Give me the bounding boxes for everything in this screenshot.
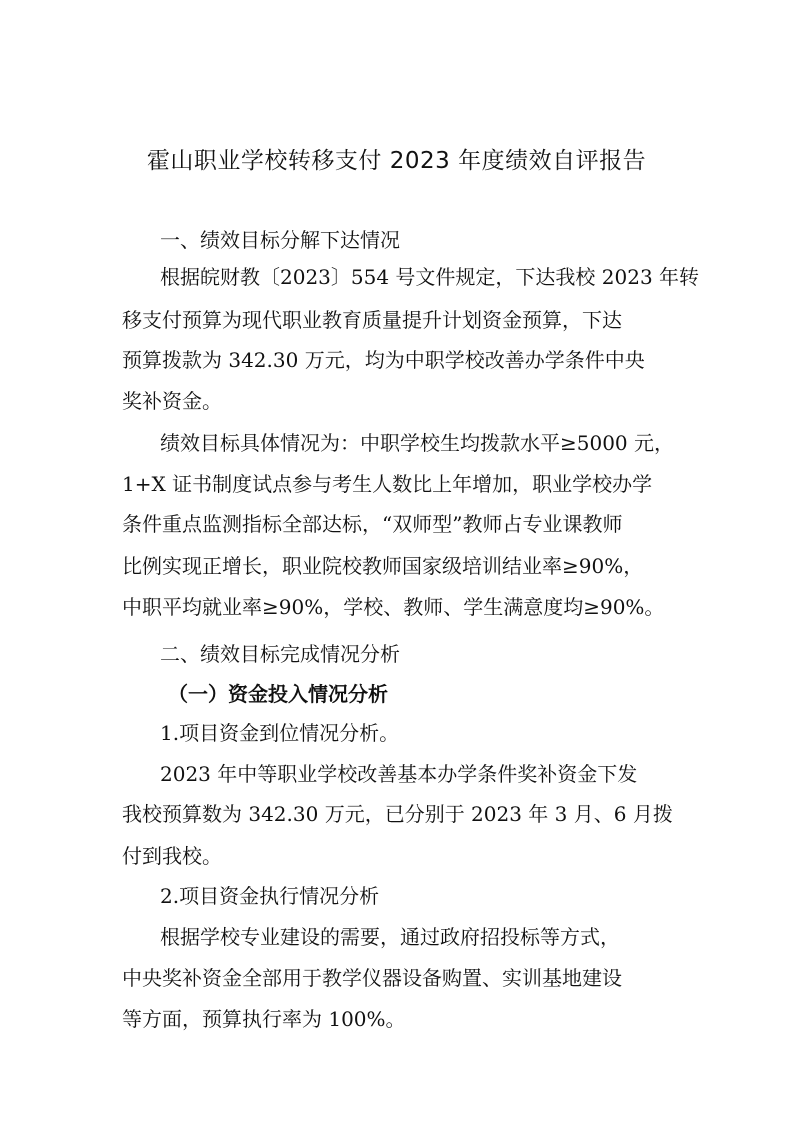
item-heading-2: 2.项目资金执行情况分析 <box>160 884 380 908</box>
paragraph-line: 中央奖补资金全部用于教学仪器设备购置、实训基地建设 <box>122 966 622 990</box>
section-heading-2: 二、绩效目标完成情况分析 <box>160 642 400 666</box>
item-heading-1: 1.项目资金到位情况分析。 <box>160 721 400 745</box>
report-title: 霍山职业学校转移支付 2023 年度绩效自评报告 <box>146 148 647 174</box>
paragraph-line: 2023 年中等职业学校改善基本办学条件奖补资金下发 <box>160 762 638 786</box>
paragraph-line: 奖补资金。 <box>122 389 222 413</box>
paragraph-line: 绩效目标具体情况为：中职学校生均拨款水平≥5000 元， <box>160 431 675 455</box>
paragraph-line: 我校预算数为 342.30 万元，已分别于 2023 年 3 月、6 月拨 <box>122 802 673 826</box>
subsection-heading-1: （一）资金投入情况分析 <box>168 682 388 706</box>
paragraph-line: 比例实现正增长，职业院校教师国家级培训结业率≥90%， <box>122 554 644 578</box>
paragraph-line: 根据皖财教〔2023〕554 号文件规定，下达我校 2023 年转 <box>160 265 700 289</box>
paragraph-line: 移支付预算为现代职业教育质量提升计划资金预算，下达 <box>122 308 622 332</box>
paragraph-line: 中职平均就业率≥90%，学校、教师、学生满意度均≥90%。 <box>122 595 665 619</box>
section-heading-1: 一、绩效目标分解下达情况 <box>160 228 400 252</box>
paragraph-line: 预算拨款为 342.30 万元，均为中职学校改善办学条件中央 <box>122 348 645 372</box>
paragraph-line: 条件重点监测指标全部达标，“双师型”教师占专业课教师 <box>122 512 623 536</box>
paragraph-line: 1+X 证书制度试点参与考生人数比上年增加，职业学校办学 <box>122 472 653 496</box>
paragraph-line: 根据学校专业建设的需要，通过政府招投标等方式， <box>160 925 620 949</box>
paragraph-line: 等方面，预算执行率为 100%。 <box>122 1007 406 1031</box>
paragraph-line: 付到我校。 <box>122 844 222 868</box>
